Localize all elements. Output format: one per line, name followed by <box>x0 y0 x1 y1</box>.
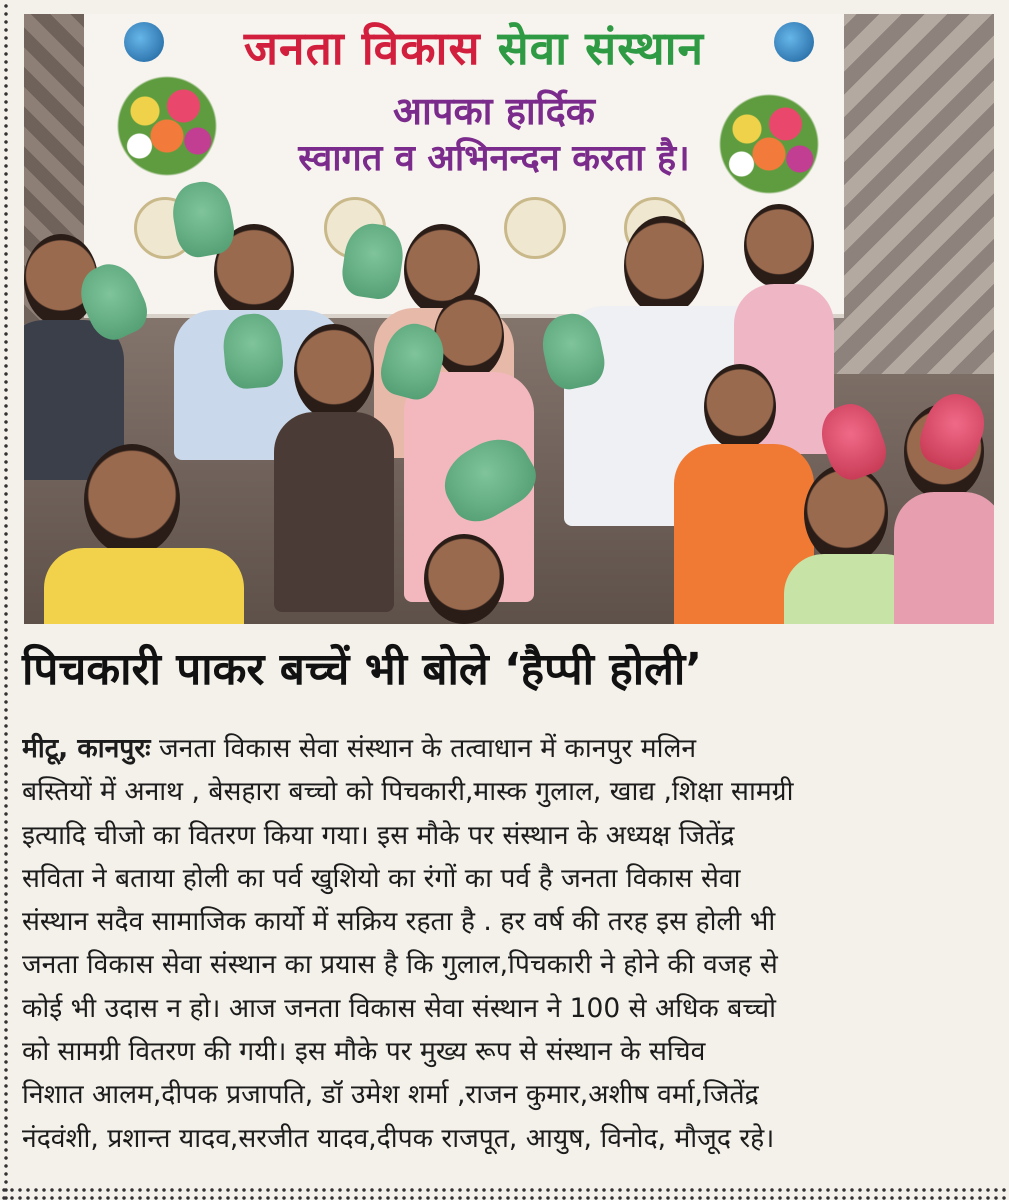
article-line: नंदवंशी, प्रशान्त यादव,सरजीत यादव,दीपक राजपूत, आयुष, विनोद, मौजूद रहे। <box>22 1122 775 1154</box>
banner-title-green: सेवा संस्थान <box>497 21 705 75</box>
article-line: कोई भी उदास न हो। आज जनता विकास सेवा संस्थान ने 100 से अधिक बच्चो <box>22 992 777 1024</box>
article-line: जनता विकास सेवा संस्थान का प्रयास है कि गुलाल,पिचकारी ने होने की वजह से <box>22 949 778 981</box>
article-line: निशात आलम,दीपक प्रजापति, डॉ उमेश शर्मा ,राजन कुमार,अशीष वर्मा,जितेंद्र <box>22 1079 759 1111</box>
flower-bouquet-icon <box>112 76 222 176</box>
headline: पिचकारी पाकर बच्चें भी बोले ‘हैप्पी होली’ <box>22 644 703 695</box>
globe-icon <box>124 22 164 62</box>
children-crowd <box>24 204 994 624</box>
banner-line-1: आपका हार्दिक <box>393 89 595 133</box>
article-line: को सामग्री वितरण की गयी। इस मौके पर मुख्य रूप से संस्थान के सचिव <box>22 1036 706 1068</box>
article-line: सविता ने बताया होली का पर्व खुशियो का रंगों का पर्व है जनता विकास सेवा <box>22 862 741 894</box>
green-hand <box>339 220 407 301</box>
banner-title-red: जनता विकास <box>243 21 481 75</box>
article-body <box>22 727 982 1160</box>
banner-line-2: स्वागत व अभिनन्दन करता है। <box>298 138 690 179</box>
banner-title <box>194 16 754 78</box>
flower-bouquet-icon <box>714 94 824 194</box>
article-line: इत्यादि चीजो का वितरण किया गया। इस मौके पर संस्थान के अध्यक्ष जितेंद्र <box>22 819 735 851</box>
byline: मीटू, कानपुरः <box>22 733 151 764</box>
article-line: बस्तियों में अनाथ , बेसहारा बच्चो को पिचकारी,मास्क गुलाल, खाद्य ,शिक्षा सामग्री <box>22 776 794 808</box>
article-line: संस्थान सदैव सामाजिक कार्यो में सक्रिय रहता है . हर वर्ष की तरह इस होली भी <box>22 906 776 938</box>
article-text: जनता विकास सेवा संस्थान के तत्वाधान में कानपुर मलिन <box>158 733 697 764</box>
event-photo <box>24 14 994 624</box>
article-line <box>22 727 982 770</box>
globe-icon <box>774 22 814 62</box>
